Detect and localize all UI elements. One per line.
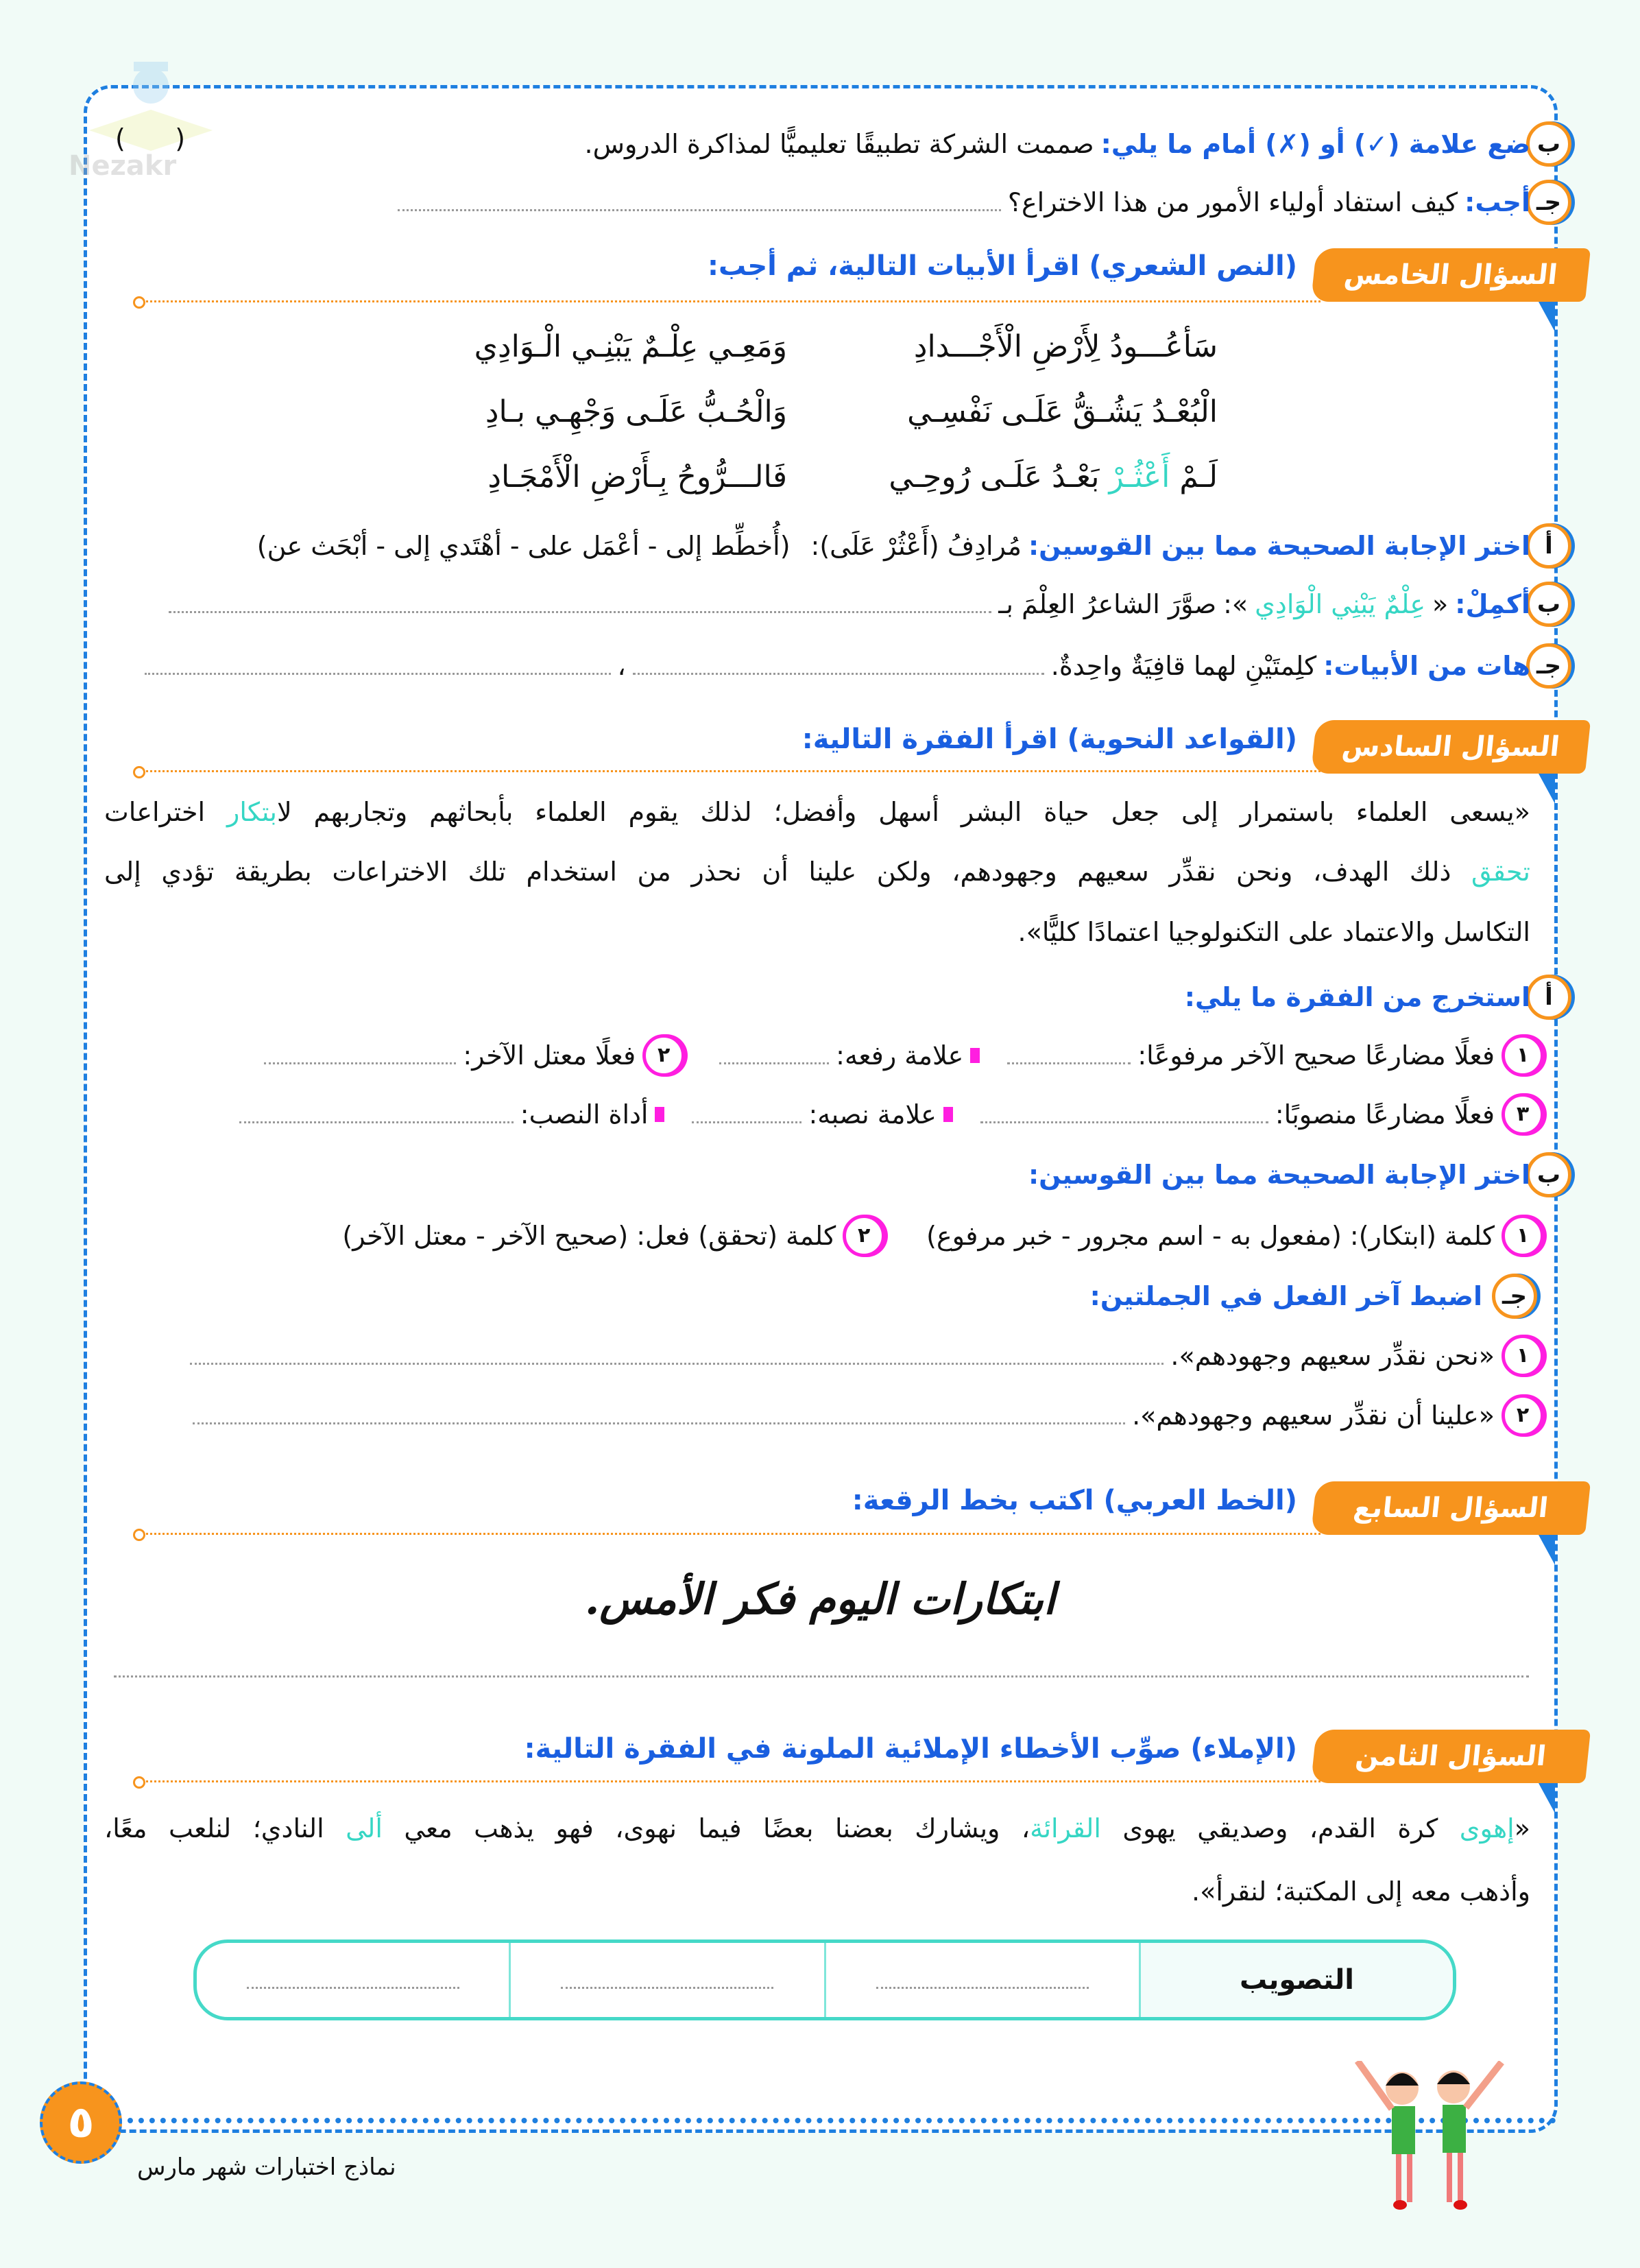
instruction-label: اختر الإجابة الصحيحة مما بين القوسين:: [1028, 1160, 1530, 1190]
item-text[interactable]: كلمة (تحقق) فعل: (صحيح الآخر - معتل الآخر): [342, 1221, 836, 1251]
instruction-label: هات من الأبيات:: [1323, 651, 1530, 681]
answer-question: [398, 182, 1530, 223]
extract-row-1: [264, 1034, 1544, 1077]
calligraphy-model: ابتكارات اليوم فكر الأمس.: [584, 1574, 1056, 1624]
section-tab-q8: السؤال الثامن: [1311, 1730, 1591, 1783]
badge-b: ب: [1526, 121, 1571, 167]
item-text[interactable]: كلمة (ابتكار): (مفعول به - اسم مجرور - خبر مرفوع): [926, 1221, 1495, 1251]
instruction-label: ضع علامة (✓) أو (✗) أمام ما يلي:: [1100, 129, 1530, 159]
instruction-label: أجب:: [1464, 187, 1530, 217]
extract-row-2: [239, 1093, 1544, 1136]
paragraph-line-2: [104, 857, 1530, 887]
section-title-q8: (الإملاء) صوِّب الأخطاء الإملائية الملونة في الفقرة التالية:: [524, 1733, 1297, 1765]
answer-line[interactable]: [719, 1047, 829, 1064]
highlighted-word: أَعْثُـرْ: [1109, 459, 1170, 494]
separator: ،: [617, 651, 626, 681]
rhyme-question: [145, 645, 1530, 687]
item-text: أداة النصب:: [520, 1099, 649, 1130]
section-divider: [141, 770, 1321, 772]
verse-3-right: [889, 459, 1218, 494]
vowel-heading: [1090, 1276, 1482, 1317]
correction-cell[interactable]: [824, 1943, 1139, 2017]
answer-line[interactable]: [1007, 1047, 1131, 1064]
badge-a: أ: [1526, 523, 1571, 569]
quote: »:: [1223, 589, 1249, 619]
tab-tail: [1539, 1783, 1555, 1813]
answer-line[interactable]: [239, 1106, 514, 1123]
verse-text: لَـمْ: [1170, 459, 1218, 494]
correction-table: [193, 1939, 1456, 2020]
error-word: ألى: [346, 1813, 383, 1843]
bullet-icon: [943, 1107, 953, 1122]
answer-line-2[interactable]: [145, 657, 611, 675]
tab-tail: [1539, 774, 1555, 804]
question-text: كلِمتَيْنِ لهما قافِيَةٌ واحِدةٌ.: [1050, 651, 1317, 681]
highlighted-word: تحقق: [1471, 857, 1530, 887]
number-badge: ٢: [1502, 1394, 1544, 1437]
tab-tail: [1539, 1535, 1555, 1565]
item-text: علامة رفعه:: [836, 1040, 964, 1071]
answer-line[interactable]: [264, 1047, 456, 1064]
question-text: كيف استفاد أولياء الأمور من هذا الاختراع؟: [1007, 187, 1458, 217]
instruction-label: أكمِلْ:: [1455, 589, 1530, 619]
badge-b: ب: [1526, 582, 1571, 627]
section-title-q5: (النص الشعري) اقرأ الأبيات التالية، ثم أجب:: [708, 250, 1297, 282]
verse-2-left: وَالْحُـبُّ عَلَـى وَجْهِـي بـادِ: [485, 394, 787, 429]
writing-line[interactable]: [114, 1660, 1529, 1678]
text: اختراعات: [104, 797, 227, 827]
number-badge: ١: [1502, 1034, 1544, 1077]
highlighted-word: ابتكار: [226, 797, 277, 827]
number-badge: ٢: [843, 1215, 885, 1257]
instruction-label: استخرج من الفقرة ما يلي:: [1184, 982, 1530, 1012]
section-tab-q7: السؤال السابع: [1311, 1481, 1591, 1535]
true-false-question: [585, 123, 1530, 165]
complete-question: [169, 584, 1530, 625]
error-word: إهوى: [1459, 1813, 1515, 1843]
quote: «: [1432, 589, 1449, 619]
verse-1-right: سَأعُـــودُ لِأَرْضِ الْأَجْـــدادِ: [913, 329, 1218, 364]
section-divider: [141, 1780, 1321, 1782]
choose-question: [257, 525, 1530, 566]
sentence-row-2: [193, 1394, 1544, 1437]
answer-line[interactable]: [980, 1106, 1268, 1123]
page-number: ٥: [40, 2081, 122, 2164]
footer-title: نماذج اختبارات شهر مارس: [137, 2153, 396, 2181]
answer-brackets[interactable]: ( ): [115, 123, 186, 154]
item-text: فعلًا مضارعًا منصوبًا:: [1275, 1099, 1495, 1130]
text: ذلك الهدف، ونحن نقدِّر سعيهم وجهودهم، ولكن علينا أن نحذر من استخدام تلك الاختراعات بطريقة تؤدي إلى: [104, 857, 1471, 887]
sentence-row-1: [190, 1335, 1544, 1377]
number-badge: ٢: [642, 1034, 685, 1077]
number-badge: ١: [1502, 1215, 1544, 1257]
text: «: [1514, 1813, 1530, 1843]
svg-text:Nezakr: Nezakr: [69, 150, 177, 182]
section-title-q6: (القواعد النحوية) اقرأ الفقرة التالية:: [801, 724, 1297, 755]
error-word: القرائة: [1030, 1813, 1101, 1843]
footer-divider: [117, 2118, 1556, 2123]
item-text: فعلًا مضارعًا صحيح الآخر مرفوعًا:: [1137, 1040, 1495, 1071]
tab-tail: [1539, 302, 1555, 332]
section-tab-q5: السؤال الخامس: [1311, 248, 1591, 302]
correction-cell[interactable]: [509, 1943, 823, 2017]
bullet-icon: [655, 1107, 664, 1122]
verse-1-left: وَمَعِـي عِلْـمٌ يَبْنِـي الْـوَادِي: [474, 329, 787, 364]
correction-header: التصويب: [1139, 1943, 1453, 2017]
badge-j: جـ: [1492, 1274, 1537, 1319]
answer-line-1[interactable]: [633, 657, 1044, 675]
badge-b: ب: [1526, 1152, 1571, 1197]
text: النادي؛ لنلعب معًا،: [104, 1813, 346, 1843]
paragraph-line-3: التكاسل والاعتماد على التكنولوجيا اعتمادًا كليًّا».: [1017, 917, 1530, 947]
text: كرة القدم، وصديقي يهوى: [1100, 1813, 1460, 1843]
options[interactable]: (أُخطِّط إلى - أعْمَل على - أهْتَدي إلى - أبْحَث عن): [256, 531, 791, 561]
dictation-line-2: وأذهب معه إلى المكتبة؛ لنقرأ».: [1192, 1876, 1530, 1907]
choose-heading: [1028, 1154, 1530, 1195]
badge-j: جـ: [1526, 180, 1571, 225]
answer-line[interactable]: [692, 1106, 801, 1123]
verse-text: بَعْـدُ عَلَـى رُوحِـي: [889, 459, 1109, 494]
badge-a: أ: [1526, 975, 1571, 1020]
paragraph-line-1: [104, 797, 1530, 827]
answer-line[interactable]: [398, 193, 1001, 211]
item-text: علامة نصبه:: [808, 1099, 937, 1130]
section-divider: [141, 1533, 1321, 1535]
verse-3-left: فَالـــرُّوحُ بِـأَرْضِ الْأَمْجَـادِ: [487, 459, 787, 494]
answer-line[interactable]: [169, 595, 991, 613]
sentence: «نحن نقدِّر سعيهم وجهودهم».: [1170, 1341, 1495, 1371]
answer-line[interactable]: [190, 1347, 1163, 1365]
question-text: صوَّرَ الشاعرُ العِلْمَ بـ: [998, 589, 1217, 619]
section-divider: [141, 300, 1321, 302]
number-badge: ١: [1502, 1335, 1544, 1377]
kids-cheering-illustration: [1344, 2061, 1536, 2212]
number-badge: ٣: [1502, 1093, 1544, 1136]
dictation-line-1: [104, 1813, 1530, 1843]
verse-2-right: الْبُعْـدُ يَشُـقُّ عَلَـى نَفْسِـي: [907, 394, 1218, 429]
correction-cell[interactable]: [197, 1943, 509, 2017]
answer-line[interactable]: [193, 1407, 1125, 1424]
text: «يسعى العلماء باستمرار إلى جعل حياة البشر أسهل وأفضل؛ لذلك يقوم العلماء بأبحاثهم وتجاربهم ل: [276, 797, 1530, 827]
extract-heading: [1185, 977, 1530, 1018]
highlighted-phrase: عِلْمٌ يَبْنِي الْوَادِي: [1255, 589, 1426, 619]
bullet-icon: [970, 1048, 980, 1063]
section-tab-q6: السؤال السادس: [1311, 720, 1591, 774]
badge-j: جـ: [1526, 643, 1571, 689]
question-text: مُرادِفُ (أَعْثُرْ عَلَى):: [810, 531, 1022, 561]
statement: صممت الشركة تطبيقًا تعليميًّا لمذاكرة الدروس.: [584, 129, 1094, 159]
sentence: «علينا أن نقدِّر سعيهم وجهودهم».: [1132, 1400, 1495, 1431]
section-title-q7: (الخط العربي) اكتب بخط الرقعة:: [852, 1485, 1297, 1516]
nezakr-logo-watermark: [41, 48, 261, 185]
instruction-label: اضبط آخر الفعل في الجملتين:: [1089, 1281, 1482, 1311]
text: ، ويشارك بعضنا بعضًا فيما نهوى، فهو يذهب معي: [382, 1813, 1030, 1843]
choose-row: [342, 1215, 1544, 1257]
item-text: فعلًا معتل الآخر:: [463, 1040, 636, 1071]
instruction-label: اختر الإجابة الصحيحة مما بين القوسين:: [1028, 531, 1530, 561]
